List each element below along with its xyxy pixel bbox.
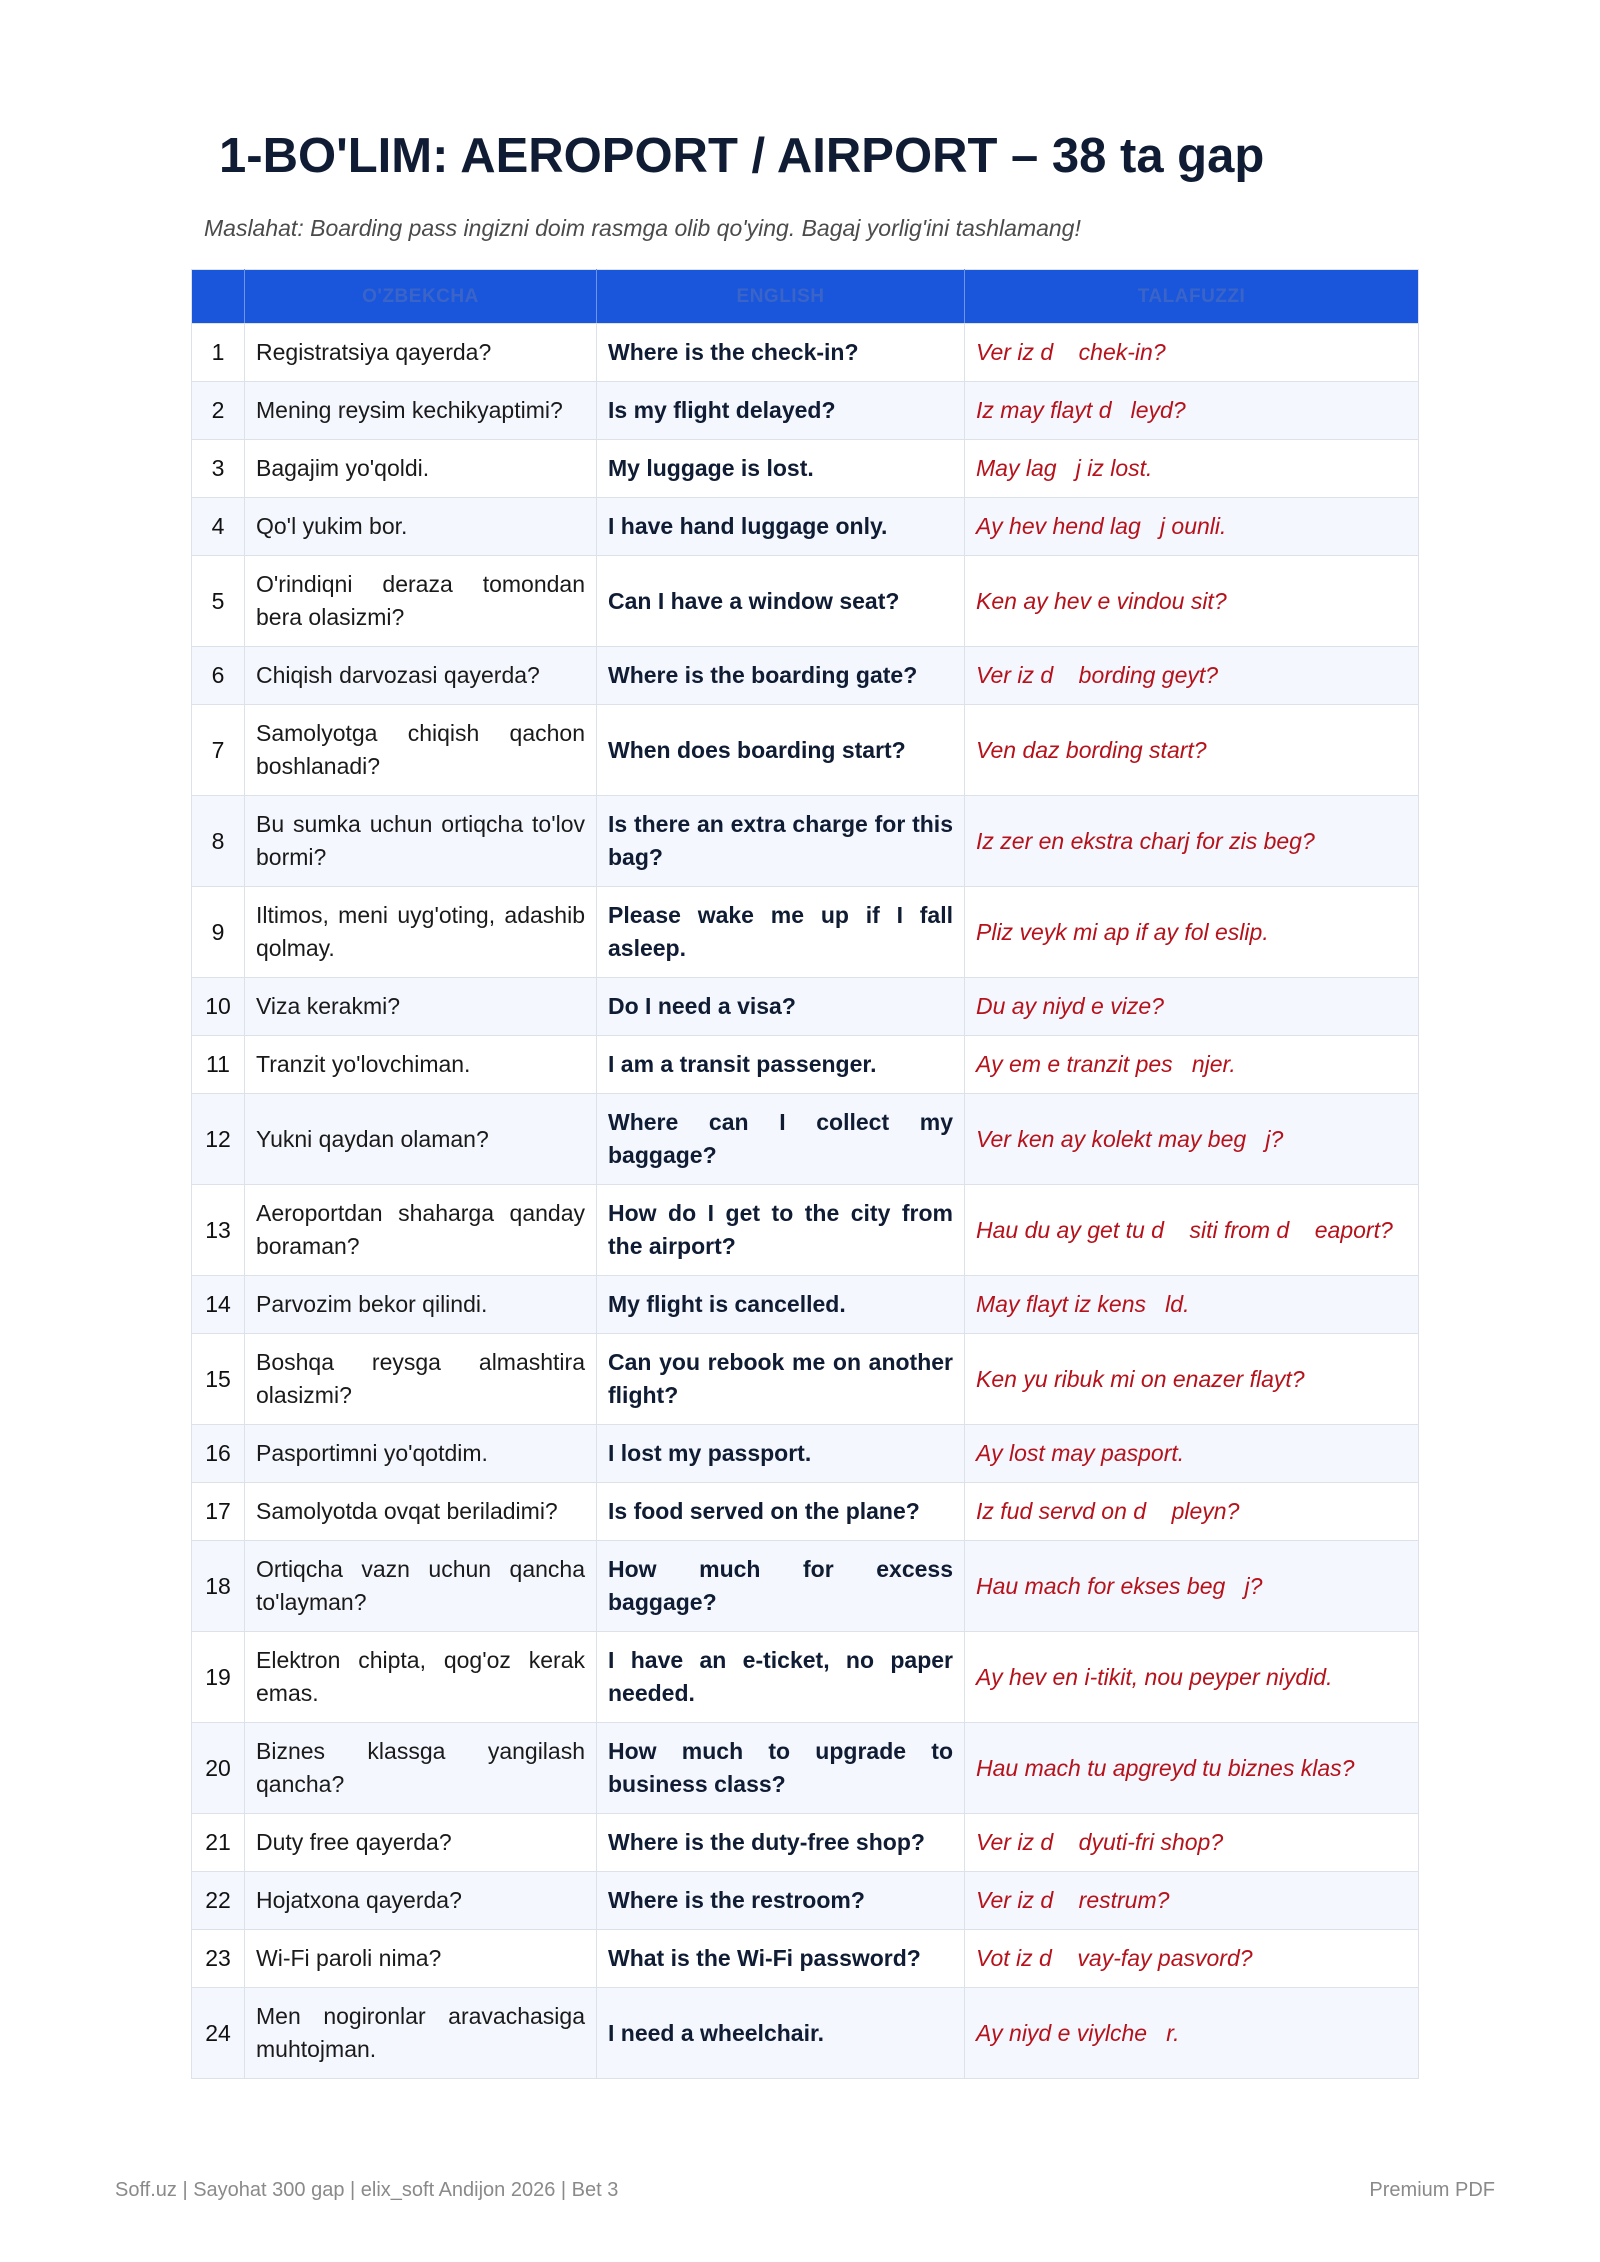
english-phrase: My luggage is lost. bbox=[597, 440, 965, 498]
english-phrase: How do I get to the city from the airport? bbox=[597, 1185, 965, 1276]
pronunciation: Iz zer en ekstra charj for zis beg? bbox=[965, 796, 1419, 887]
pronunciation: Ken yu ribuk mi on enazer flayt? bbox=[965, 1334, 1419, 1425]
row-number: 3 bbox=[192, 440, 245, 498]
english-phrase: What is the Wi-Fi password? bbox=[597, 1930, 965, 1988]
row-number: 20 bbox=[192, 1723, 245, 1814]
pronunciation: Ay em e tranzit pes njer. bbox=[965, 1036, 1419, 1094]
uzbek-phrase: Viza kerakmi? bbox=[245, 978, 597, 1036]
tip-text: Maslahat: Boarding pass ingizni doim rasmga olib qo'ying. Bagaj yorlig'ini tashlamang! bbox=[204, 215, 1081, 241]
row-number: 14 bbox=[192, 1276, 245, 1334]
table-row bbox=[192, 978, 1419, 1036]
pronunciation: Ken ay hev e vindou sit? bbox=[965, 556, 1419, 647]
uzbek-phrase: Parvozim bekor qilindi. bbox=[245, 1276, 597, 1334]
header-pronunciation: TALAFUZZI bbox=[965, 270, 1419, 324]
row-number: 16 bbox=[192, 1425, 245, 1483]
uzbek-phrase: Mening reysim kechikyaptimi? bbox=[245, 382, 597, 440]
pronunciation: Ver iz d dyuti-fri shop? bbox=[965, 1814, 1419, 1872]
row-number: 5 bbox=[192, 556, 245, 647]
footer-label: Premium PDF bbox=[1369, 2179, 1495, 2201]
uzbek-phrase: Elektron chipta, qog'oz kerak emas. bbox=[245, 1632, 597, 1723]
pronunciation: Hau du ay get tu d siti from d eaport? bbox=[965, 1185, 1419, 1276]
uzbek-phrase: Hojatxona qayerda? bbox=[245, 1872, 597, 1930]
english-phrase: Where is the duty-free shop? bbox=[597, 1814, 965, 1872]
uzbek-phrase: Wi-Fi paroli nima? bbox=[245, 1930, 597, 1988]
row-number: 8 bbox=[192, 796, 245, 887]
table-row bbox=[192, 1185, 1419, 1276]
pronunciation: Vot iz d vay-fay pasvord? bbox=[965, 1930, 1419, 1988]
english-phrase: I lost my passport. bbox=[597, 1425, 965, 1483]
row-number: 6 bbox=[192, 647, 245, 705]
uzbek-phrase: Yukni qaydan olaman? bbox=[245, 1094, 597, 1185]
table-row bbox=[192, 1872, 1419, 1930]
table-row bbox=[192, 1723, 1419, 1814]
english-phrase: Where can I collect my baggage? bbox=[597, 1094, 965, 1185]
phrase-table bbox=[191, 269, 1419, 2079]
uzbek-phrase: Bu sumka uchun ortiqcha to'lov bormi? bbox=[245, 796, 597, 887]
english-phrase: Is there an extra charge for this bag? bbox=[597, 796, 965, 887]
pronunciation: Ver iz d restrum? bbox=[965, 1872, 1419, 1930]
english-phrase: Where is the restroom? bbox=[597, 1872, 965, 1930]
english-phrase: How much for excess baggage? bbox=[597, 1541, 965, 1632]
table-row bbox=[192, 556, 1419, 647]
english-phrase: I have hand luggage only. bbox=[597, 498, 965, 556]
uzbek-phrase: Men nogironlar aravachasiga muhtojman. bbox=[245, 1988, 597, 2079]
table-row bbox=[192, 1036, 1419, 1094]
english-phrase: Where is the check-in? bbox=[597, 324, 965, 382]
uzbek-phrase: Chiqish darvozasi qayerda? bbox=[245, 647, 597, 705]
table-row bbox=[192, 887, 1419, 978]
footer-credits: Soff.uz | Sayohat 300 gap | elix_soft Andijon 2026 | Bet 3 bbox=[115, 2179, 619, 2201]
uzbek-phrase: Pasportimni yo'qotdim. bbox=[245, 1425, 597, 1483]
table-row bbox=[192, 796, 1419, 887]
pronunciation: Ven daz bording start? bbox=[965, 705, 1419, 796]
uzbek-phrase: Registratsiya qayerda? bbox=[245, 324, 597, 382]
row-number: 1 bbox=[192, 324, 245, 382]
header-english: ENGLISH bbox=[597, 270, 965, 324]
english-phrase: Can you rebook me on another flight? bbox=[597, 1334, 965, 1425]
table-row bbox=[192, 440, 1419, 498]
uzbek-phrase: Duty free qayerda? bbox=[245, 1814, 597, 1872]
pronunciation: Ay lost may pasport. bbox=[965, 1425, 1419, 1483]
english-phrase: When does boarding start? bbox=[597, 705, 965, 796]
uzbek-phrase: O'rindiqni deraza tomondan bera olasizmi? bbox=[245, 556, 597, 647]
uzbek-phrase: Biznes klassga yangilash qancha? bbox=[245, 1723, 597, 1814]
row-number: 12 bbox=[192, 1094, 245, 1185]
page-title: 1-BO'LIM: AEROPORT / AIRPORT – 38 ta gap bbox=[219, 129, 1265, 183]
pronunciation: Ay hev hend lag j ounli. bbox=[965, 498, 1419, 556]
table-row bbox=[192, 1483, 1419, 1541]
pronunciation: May flayt iz kens ld. bbox=[965, 1276, 1419, 1334]
table-row bbox=[192, 1541, 1419, 1632]
row-number: 17 bbox=[192, 1483, 245, 1541]
english-phrase: I am a transit passenger. bbox=[597, 1036, 965, 1094]
uzbek-phrase: Samolyotda ovqat beriladimi? bbox=[245, 1483, 597, 1541]
uzbek-phrase: Aeroportdan shaharga qanday boraman? bbox=[245, 1185, 597, 1276]
pronunciation: Hau mach for ekses beg j? bbox=[965, 1541, 1419, 1632]
row-number: 4 bbox=[192, 498, 245, 556]
english-phrase: I have an e-ticket, no paper needed. bbox=[597, 1632, 965, 1723]
row-number: 10 bbox=[192, 978, 245, 1036]
table-row bbox=[192, 1334, 1419, 1425]
table-row bbox=[192, 382, 1419, 440]
pronunciation: Du ay niyd e vize? bbox=[965, 978, 1419, 1036]
pronunciation: Ver ken ay kolekt may beg j? bbox=[965, 1094, 1419, 1185]
table-row bbox=[192, 1425, 1419, 1483]
uzbek-phrase: Boshqa reysga almashtira olasizmi? bbox=[245, 1334, 597, 1425]
english-phrase: How much to upgrade to business class? bbox=[597, 1723, 965, 1814]
pronunciation: Pliz veyk mi ap if ay fol eslip. bbox=[965, 887, 1419, 978]
pronunciation: May lag j iz lost. bbox=[965, 440, 1419, 498]
table-row bbox=[192, 1094, 1419, 1185]
uzbek-phrase: Qo'l yukim bor. bbox=[245, 498, 597, 556]
row-number: 22 bbox=[192, 1872, 245, 1930]
uzbek-phrase: Bagajim yo'qoldi. bbox=[245, 440, 597, 498]
uzbek-phrase: Samolyotga chiqish qachon boshlanadi? bbox=[245, 705, 597, 796]
row-number: 24 bbox=[192, 1988, 245, 2079]
header-number bbox=[192, 270, 245, 324]
table-row bbox=[192, 705, 1419, 796]
table-row bbox=[192, 1814, 1419, 1872]
table-body bbox=[192, 324, 1419, 2079]
pronunciation: Hau mach tu apgreyd tu biznes klas? bbox=[965, 1723, 1419, 1814]
row-number: 19 bbox=[192, 1632, 245, 1723]
uzbek-phrase: Tranzit yo'lovchiman. bbox=[245, 1036, 597, 1094]
english-phrase: My flight is cancelled. bbox=[597, 1276, 965, 1334]
uzbek-phrase: Iltimos, meni uyg'oting, adashib qolmay. bbox=[245, 887, 597, 978]
table-row bbox=[192, 1988, 1419, 2079]
english-phrase: Where is the boarding gate? bbox=[597, 647, 965, 705]
row-number: 15 bbox=[192, 1334, 245, 1425]
pronunciation: Ver iz d chek-in? bbox=[965, 324, 1419, 382]
english-phrase: Please wake me up if I fall asleep. bbox=[597, 887, 965, 978]
english-phrase: Do I need a visa? bbox=[597, 978, 965, 1036]
table-row bbox=[192, 324, 1419, 382]
row-number: 9 bbox=[192, 887, 245, 978]
row-number: 2 bbox=[192, 382, 245, 440]
row-number: 7 bbox=[192, 705, 245, 796]
row-number: 18 bbox=[192, 1541, 245, 1632]
table-row bbox=[192, 647, 1419, 705]
uzbek-phrase: Ortiqcha vazn uchun qancha to'layman? bbox=[245, 1541, 597, 1632]
english-phrase: Is my flight delayed? bbox=[597, 382, 965, 440]
pronunciation: Iz fud servd on d pleyn? bbox=[965, 1483, 1419, 1541]
english-phrase: Is food served on the plane? bbox=[597, 1483, 965, 1541]
table-row bbox=[192, 1276, 1419, 1334]
row-number: 13 bbox=[192, 1185, 245, 1276]
row-number: 21 bbox=[192, 1814, 245, 1872]
pronunciation: Ay niyd e viylche r. bbox=[965, 1988, 1419, 2079]
table-row bbox=[192, 1930, 1419, 1988]
pronunciation: Ver iz d bording geyt? bbox=[965, 647, 1419, 705]
table-row bbox=[192, 1632, 1419, 1723]
row-number: 23 bbox=[192, 1930, 245, 1988]
row-number: 11 bbox=[192, 1036, 245, 1094]
table-row bbox=[192, 498, 1419, 556]
english-phrase: Can I have a window seat? bbox=[597, 556, 965, 647]
pronunciation: Ay hev en i-tikit, nou peyper niydid. bbox=[965, 1632, 1419, 1723]
header-uzbek: O'ZBEKCHA bbox=[245, 270, 597, 324]
pronunciation: Iz may flayt d leyd? bbox=[965, 382, 1419, 440]
english-phrase: I need a wheelchair. bbox=[597, 1988, 965, 2079]
table-header-row bbox=[192, 270, 1419, 324]
